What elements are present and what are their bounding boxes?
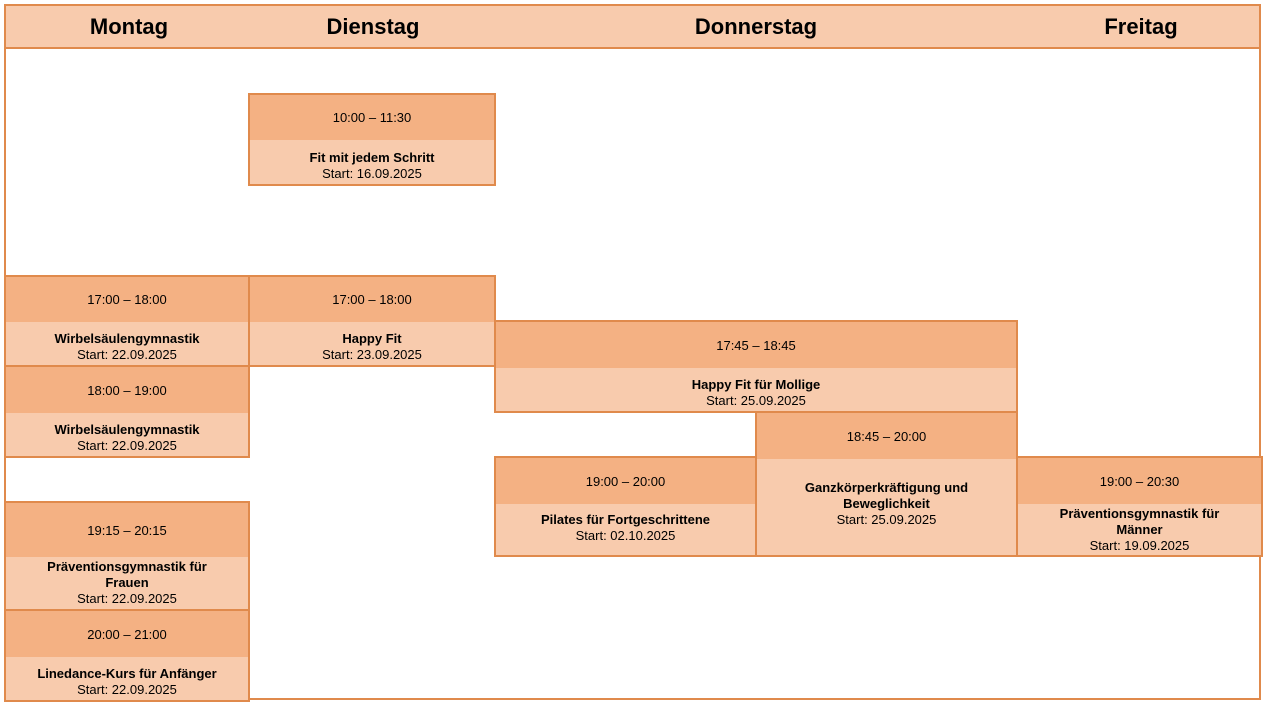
course-time: 19:00 – 20:00	[496, 458, 755, 504]
course-info	[6, 413, 248, 456]
course-time: 18:45 – 20:00	[757, 413, 1016, 459]
course-block[interactable]	[494, 456, 757, 557]
course-start: Start: 22.09.2025	[77, 438, 177, 453]
course-block[interactable]	[248, 93, 496, 186]
course-title: Ganzkörperkräftigung und Beweglichkeit	[804, 480, 969, 511]
course-title: Wirbelsäulengymnastik	[54, 331, 200, 346]
course-title: Pilates für Fortgeschrittene	[540, 511, 711, 527]
course-time: 19:15 – 20:15	[6, 503, 248, 557]
course-title: Happy Fit	[342, 331, 402, 346]
course-time: 17:45 – 18:45	[496, 322, 1016, 368]
course-time: 10:00 – 11:30	[250, 95, 494, 140]
course-info	[1018, 504, 1261, 555]
weekday-header	[4, 4, 1261, 49]
course-time: 17:00 – 18:00	[6, 277, 248, 322]
course-start: Start: 16.09.2025	[322, 166, 422, 181]
course-info	[496, 504, 755, 555]
course-block[interactable]	[248, 275, 496, 367]
course-block[interactable]	[755, 411, 1018, 557]
course-start: Start: 19.09.2025	[1089, 537, 1190, 553]
course-title: Fit mit jedem Schritt	[309, 150, 435, 165]
course-info	[6, 322, 248, 365]
course-time: 19:00 – 20:30	[1018, 458, 1261, 504]
course-block[interactable]	[4, 365, 250, 458]
course-time: 17:00 – 18:00	[250, 277, 494, 322]
course-info	[6, 657, 248, 700]
course-info	[250, 322, 494, 365]
course-time: 20:00 – 21:00	[6, 611, 248, 657]
course-start: Start: 02.10.2025	[575, 527, 676, 543]
course-start: Start: 22.09.2025	[77, 347, 177, 362]
course-time: 18:00 – 19:00	[6, 367, 248, 413]
course-title: Präventionsgymnastik für Männer	[1059, 505, 1220, 537]
course-start: Start: 25.09.2025	[706, 393, 806, 408]
course-title: Wirbelsäulengymnastik	[54, 422, 200, 437]
course-start: Start: 25.09.2025	[836, 512, 937, 527]
course-title: Happy Fit für Mollige	[691, 377, 821, 392]
course-start: Start: 23.09.2025	[322, 347, 422, 362]
course-block[interactable]	[1016, 456, 1263, 557]
course-start: Start: 22.09.2025	[77, 682, 177, 697]
day-montag: Montag	[89, 14, 169, 39]
day-donnerstag: Donnerstag	[694, 14, 818, 39]
course-block[interactable]	[4, 609, 250, 702]
course-block[interactable]	[4, 275, 250, 367]
course-info	[250, 140, 494, 184]
course-block[interactable]	[4, 501, 250, 611]
course-title: Linedance-Kurs für Anfänger	[37, 666, 217, 681]
course-title: Präventionsgymnastik für Frauen	[47, 559, 207, 590]
course-block[interactable]	[494, 320, 1018, 413]
course-start: Start: 22.09.2025	[77, 591, 177, 606]
course-info	[496, 368, 1016, 411]
course-info	[757, 459, 1016, 555]
day-freitag: Freitag	[1104, 14, 1178, 39]
day-dienstag: Dienstag	[326, 14, 420, 39]
course-info	[6, 557, 248, 609]
